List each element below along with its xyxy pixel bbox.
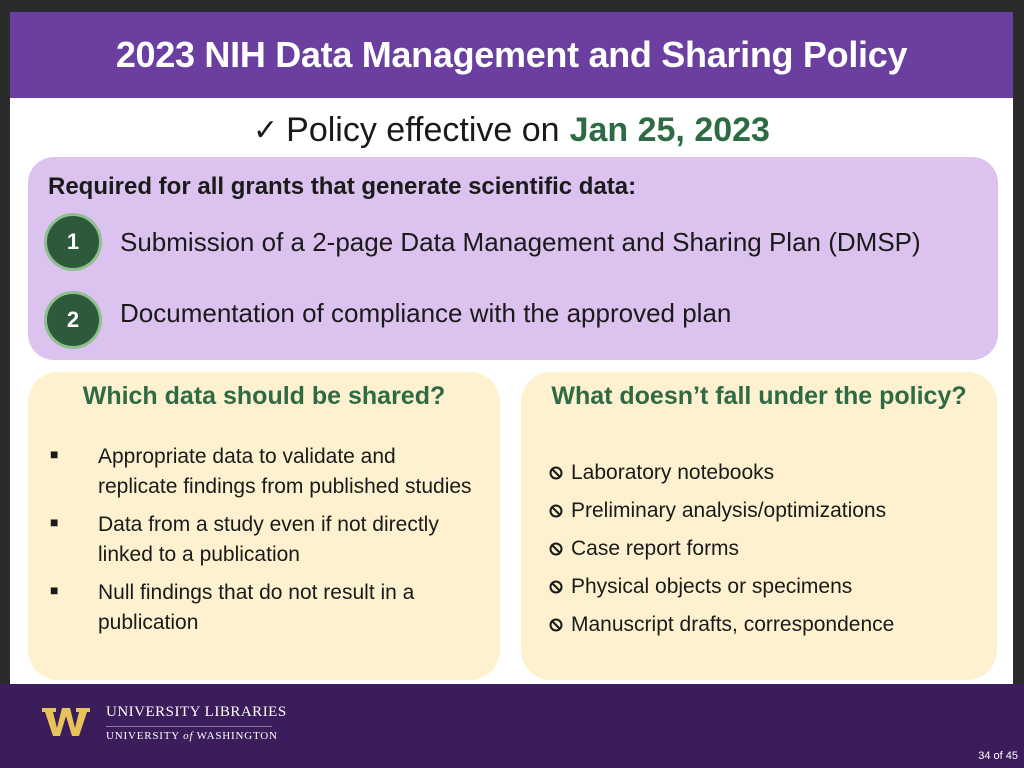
list-item-text: Case report forms <box>571 537 740 560</box>
prohibited-icon <box>549 466 563 480</box>
checkmark-icon: ✓ <box>253 113 279 147</box>
list-item-text: Manuscript drafts, correspondence <box>571 613 895 636</box>
prohibited-icon <box>549 580 563 594</box>
requirement-text: Documentation of compliance with the approved plan <box>120 297 732 328</box>
list-item-text: Physical objects or specimens <box>571 575 853 598</box>
list-item <box>50 442 480 502</box>
university-prefix: UNIVERSITY <box>106 730 180 742</box>
effective-line <box>10 106 1013 154</box>
divider <box>106 726 272 727</box>
effective-prefix: Policy effective on <box>286 110 560 149</box>
list-item-text: Appropriate data to validate and replicate findings from published studies <box>98 445 472 498</box>
square-bullet-icon: ■ <box>50 514 59 530</box>
shared-data-heading: Which data should be shared? <box>82 382 446 410</box>
list-item <box>549 606 894 644</box>
prohibited-icon <box>549 504 563 518</box>
university-name <box>106 730 278 742</box>
university-of: of <box>183 730 194 742</box>
list-item-text: Preliminary analysis/optimizations <box>571 499 887 522</box>
list-item-text: Laboratory notebooks <box>571 461 775 484</box>
effective-date: Jan 25, 2023 <box>569 110 770 149</box>
square-bullet-icon: ■ <box>50 582 59 598</box>
number-badge: 2 <box>44 291 102 349</box>
square-bullet-icon: ■ <box>50 446 59 462</box>
requirement-item <box>44 291 731 349</box>
page-number: 34 of 45 <box>978 750 1018 762</box>
prohibited-icon <box>549 542 563 556</box>
number-badge: 1 <box>44 213 102 271</box>
list-item-text: Data from a study even if not directly linked to a publication <box>98 513 439 566</box>
library-name: UNIVERSITY LIBRARIES <box>106 704 287 720</box>
prohibited-icon <box>549 618 563 632</box>
list-item <box>549 492 894 530</box>
university-suffix: WASHINGTON <box>196 730 278 742</box>
excluded-data-heading: What doesn’t fall under the policy? <box>551 382 967 410</box>
list-item <box>549 454 894 492</box>
requirements-heading: Required for all grants that generate scientific data: <box>48 173 637 200</box>
list-item-text: Null findings that do not result in a publication <box>98 581 415 634</box>
excluded-data-list <box>549 454 894 644</box>
footer <box>0 684 1024 768</box>
uw-w-logo-icon <box>42 706 90 738</box>
list-item <box>50 578 480 638</box>
shared-data-box <box>28 372 500 680</box>
list-item <box>50 510 480 570</box>
excluded-data-box <box>521 372 997 680</box>
requirement-text: Submission of a 2-page Data Management and Sharing Plan (DMSP) <box>120 226 921 257</box>
requirement-item <box>44 213 921 271</box>
slide <box>10 12 1013 684</box>
requirements-panel <box>28 157 998 360</box>
list-item <box>549 530 894 568</box>
list-item <box>549 568 894 606</box>
slide-title: 2023 NIH Data Management and Sharing Policy <box>115 34 908 75</box>
shared-data-list <box>50 442 480 646</box>
title-bar <box>10 12 1013 98</box>
